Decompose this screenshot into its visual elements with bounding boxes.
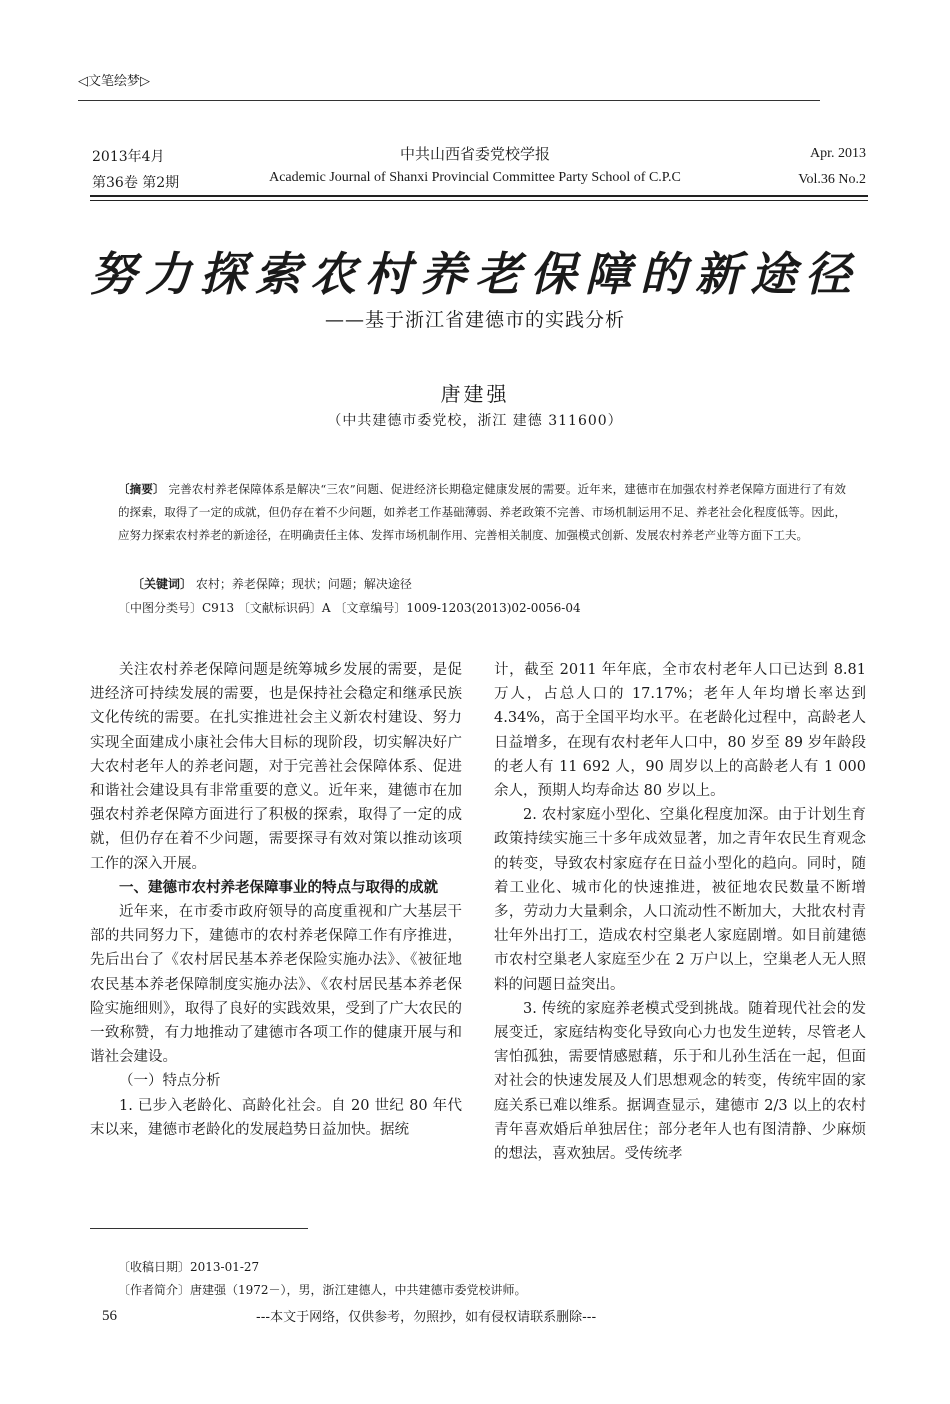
header-rule-thick — [90, 195, 868, 197]
keywords-text: 农村；养老保障；现状；问题；解决途径 — [192, 577, 412, 591]
article-title: 努力探索农村养老保障的新途径 — [90, 247, 860, 301]
paragraph: 关注农村养老保障问题是统筹城乡发展的需要，是促进经济可持续发展的需要，也是保持社会稳定和继承民族文化传统的需要。在扎实推进社会主义新农村建设、努力实现全面建成小康社会伟大目标的现阶段，切实解决好广大农村老年人的养老问题，对于完善社会保障体系、促进和谐社会建设具有非常重要的意义。近年来，建德市在加强农村养老保障方面进行了积极的探索，取得了一定的成就，但仍存在着不少问题，需要探寻有效对策以推动该项工作的深入开展。 — [90, 662, 462, 872]
header-volume-cn: 第36卷 第2期 — [92, 175, 180, 191]
keywords-label: 〔关键词〕 — [132, 577, 193, 591]
paragraph: 计，截至 2011 年年底，全市农村老年人口已达到 8.81 万人，占总人口的 17.17%；老年人年均增长率达到 4.34%，高于全国平均水平。在老龄化过程中，高龄老人日益增多，在现有农村老年人口中，80 岁至 89 岁年龄段的老人有 11 692 人，90 周岁以上的高龄老人有 1 000 余人，预期人均寿命达 80 岁以上。 — [494, 662, 866, 800]
author-affiliation: （中共建德市委党校，浙江 建德 311600） — [327, 413, 623, 429]
abstract — [118, 478, 846, 547]
paragraph: 1. 已步入老龄化、高龄化社会。自 20 世纪 80 年代末以来，建德市老龄化的发展趋势日益加快。据统 — [90, 1097, 462, 1138]
body-column-left — [90, 658, 462, 1142]
footnote-author-bio: 〔作者简介〕唐建强（1972－），男，浙江建德人，中共建德市委党校讲师。 — [118, 1283, 527, 1297]
footnote-rule — [90, 1228, 308, 1229]
page-number: 56 — [102, 1308, 117, 1324]
paragraph: 近年来，在市委市政府领导的高度重视和广大基层干部的共同努力下，建德市的农村养老保障工作有序推进，先后出台了《农村居民基本养老保险实施办法》、《被征地农民基本养老保障制度实施办法》、《农村居民基本养老保险实施细则》，取得了良好的实践效果，受到了广大农民的一致称赞，有力地推动了建德市各项工作的健康开展与和谐社会建设。 — [90, 904, 462, 1066]
paragraph: 2. 农村家庭小型化、空巢化程度加深。由于计划生育政策持续实施三十多年成效显著，加之青年农民生育观念的转变，导致农村家庭存在日益小型化的趋向。同时，随着工业化、城市化的快速推进，被征地农民数量不断增多，劳动力大量剩余，人口流动性不断加大，大批农村青壮年外出打工，造成农村空巢老人家庭剧增。如目前建德市农村空巢老人家庭至少在 2 万户以上，空巢老人无人照料的问题日益突出。 — [494, 807, 866, 993]
brand-divider — [78, 100, 820, 101]
body-column-right — [494, 658, 866, 1166]
section-heading: 一、建德市农村养老保障事业的特点与取得的成就 — [119, 879, 438, 896]
subsection-heading: （一）特点分析 — [119, 1073, 221, 1090]
journal-title-en: Academic Journal of Shanxi Provincial Committee Party School of C.P.C — [269, 170, 681, 185]
disclaimer: ---本文于网络，仅供参考，勿照抄，如有侵权请联系删除--- — [256, 1310, 597, 1325]
abstract-text: 完善农村养老保障体系是解决“三农”问题、促进经济长期稳定健康发展的需要。近年来，建德市在加强农村养老保障方面进行了有效的探索，取得了一定的成就，但仍存在着不少问题，如养老工作基础薄弱、养老政策不完善、市场机制运用不足、养老社会化程度低等。因此，应努力探索农村养老的新途径，在明确责任主体、发挥市场机制作用、完善相关制度、加强模式创新、发展农村养老产业等方面下工夫。 — [118, 482, 846, 542]
classification-codes: 〔中图分类号〕C913 〔文献标识码〕A 〔文章编号〕1009-1203(2013)02-0056-04 — [118, 601, 581, 615]
keywords — [132, 572, 412, 596]
header-date-cn: 2013年4月 — [92, 149, 165, 165]
footnote-received: 〔收稿日期〕2013-01-27 — [118, 1260, 260, 1274]
article-subtitle: ——基于浙江省建德市的实践分析 — [324, 309, 625, 331]
author-name: 唐建强 — [440, 382, 510, 406]
paragraph: 3. 传统的家庭养老模式受到挑战。随着现代社会的发展变迁，家庭结构变化导致向心力也发生逆转，尽管老人害怕孤独，需要情感慰藉，乐于和儿孙生活在一起，但面对社会的快速发展及人们思想观念的转变，传统牢固的家庭关系已难以维系。据调查显示，建德市 2/3 以上的农村青年喜欢婚后单独居住；部分老年人也有图清静、少麻烦的想法，喜欢独居。受传统孝 — [494, 1000, 866, 1163]
header-date-en: Apr. 2013 — [810, 146, 866, 161]
header-volume-en: Vol.36 No.2 — [798, 172, 866, 187]
header-rule-thin — [90, 200, 868, 201]
abstract-label: 〔摘要〕 — [118, 482, 165, 496]
brand-tag: ◁文笔绘梦▷ — [78, 74, 150, 89]
journal-title-cn: 中共山西省委党校学报 — [399, 145, 550, 163]
